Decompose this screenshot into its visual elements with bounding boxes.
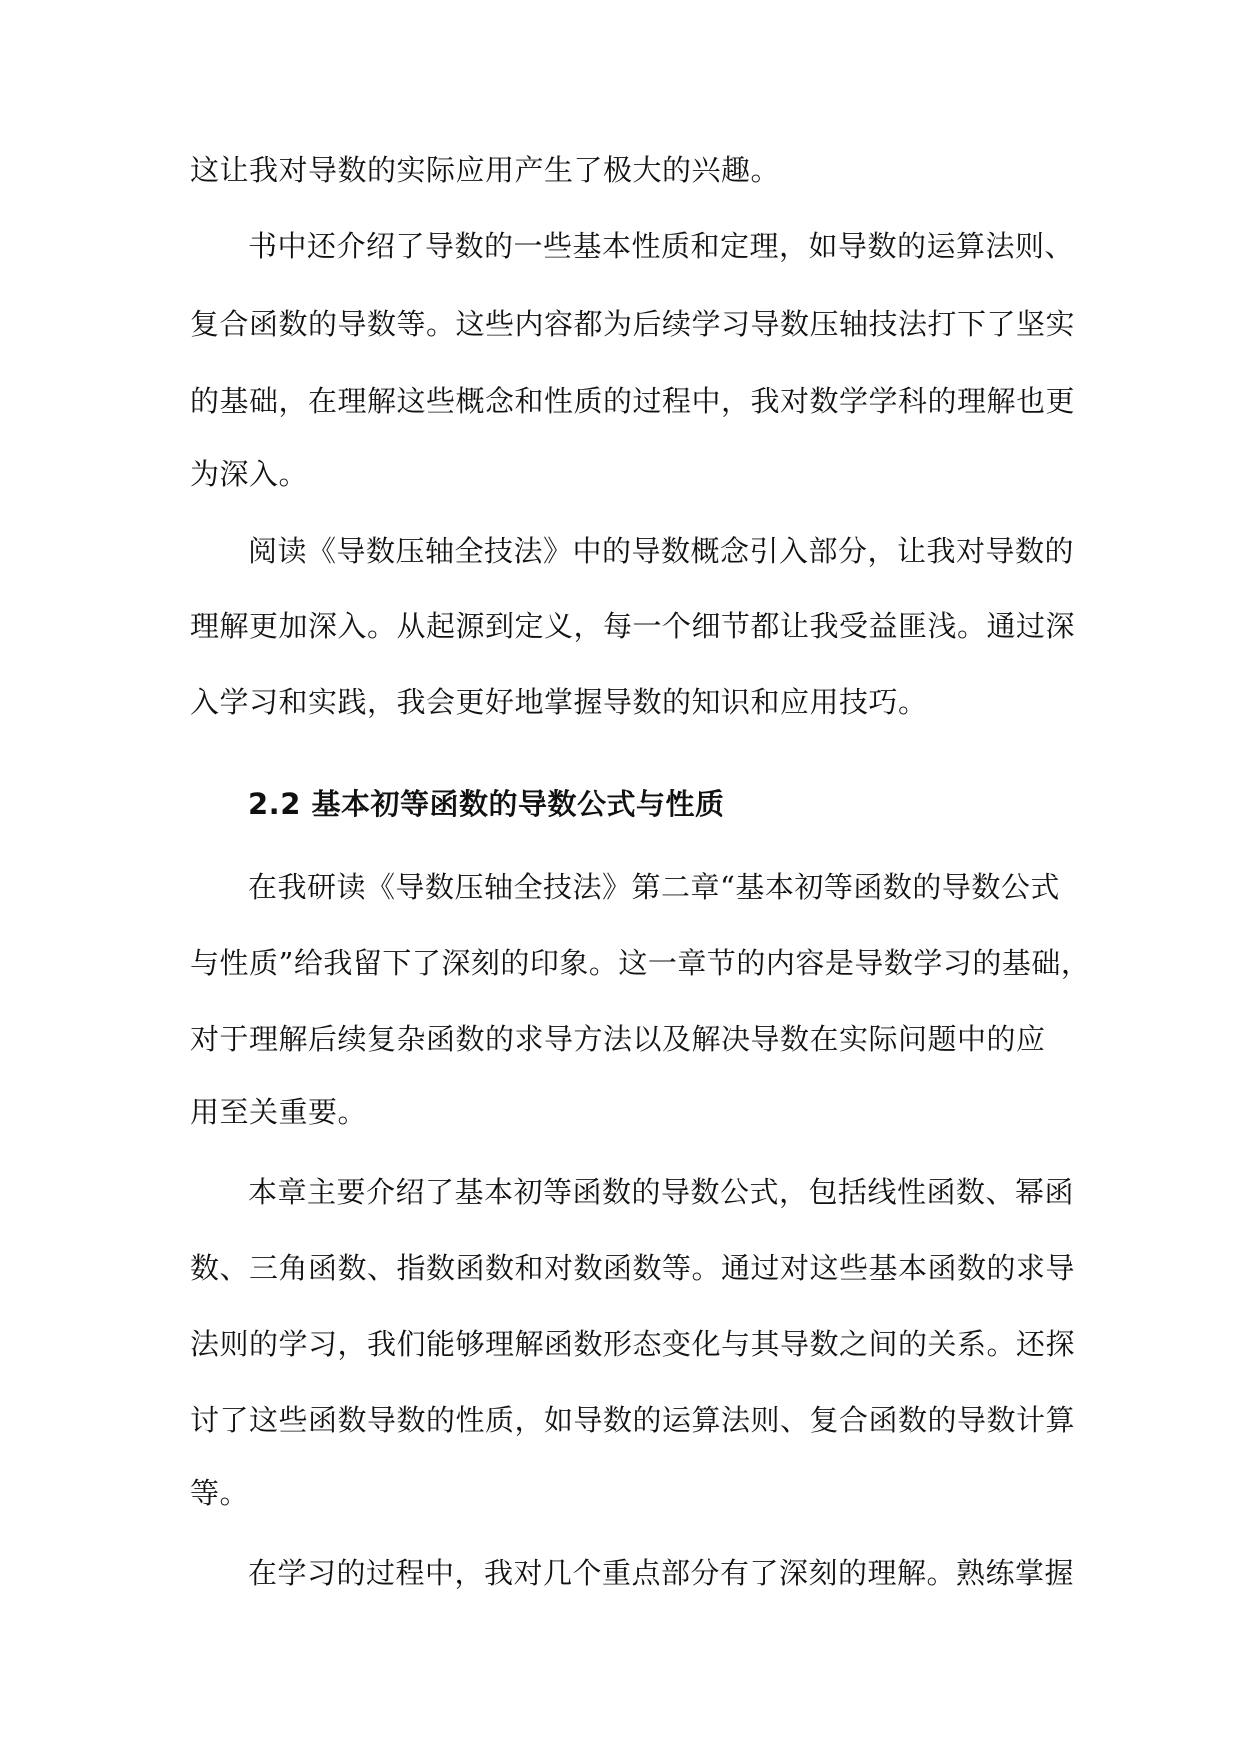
section-heading: 2.2 基本初等函数的导数公式与性质 <box>248 787 725 821</box>
paragraph-first-line: 本章主要介绍了基本初等函数的导数公式，包括线性函数、幂函 <box>248 1175 1075 1209</box>
text-line: 为深入。 <box>190 457 309 491</box>
paragraph-first-line: 书中还介绍了导数的一些基本性质和定理，如导数的运算法则、 <box>248 229 1075 263</box>
text-line: 用至关重要。 <box>190 1095 368 1129</box>
text-line: 的基础，在理解这些概念和性质的过程中，我对数学学科的理解也更 <box>190 384 1076 418</box>
text-line: 这让我对导数的实际应用产生了极大的兴趣。 <box>190 153 781 187</box>
text-line: 讨了这些函数导数的性质，如导数的运算法则、复合函数的导数计算 <box>190 1403 1076 1437</box>
text-line: 数、三角函数、指数函数和对数函数等。通过对这些基本函数的求导 <box>190 1251 1076 1285</box>
text-line: 等。 <box>190 1476 250 1510</box>
paragraph-first-line: 在我研读《导数压轴全技法》第二章“基本初等函数的导数公式 <box>248 870 1060 904</box>
text-line: 对于理解后续复杂函数的求导方法以及解决导数在实际问题中的应 <box>190 1022 1046 1056</box>
text-line: 与性质”给我留下了深刻的印象。这一章节的内容是导数学习的基础， <box>190 946 1091 980</box>
text-line: 入学习和实践，我会更好地掌握导数的知识和应用技巧。 <box>190 685 928 719</box>
text-line: 理解更加深入。从起源到定义，每一个细节都让我受益匪浅。通过深 <box>190 609 1076 643</box>
paragraph-first-line: 阅读《导数压轴全技法》中的导数概念引入部分，让我对导数的 <box>248 534 1075 568</box>
paragraph-first-line: 在学习的过程中，我对几个重点部分有了深刻的理解。熟练掌握 <box>248 1556 1075 1590</box>
text-line: 法则的学习，我们能够理解函数形态变化与其导数之间的关系。还探 <box>190 1327 1076 1361</box>
text-line: 复合函数的导数等。这些内容都为后续学习导数压轴技法打下了坚实 <box>190 307 1076 341</box>
